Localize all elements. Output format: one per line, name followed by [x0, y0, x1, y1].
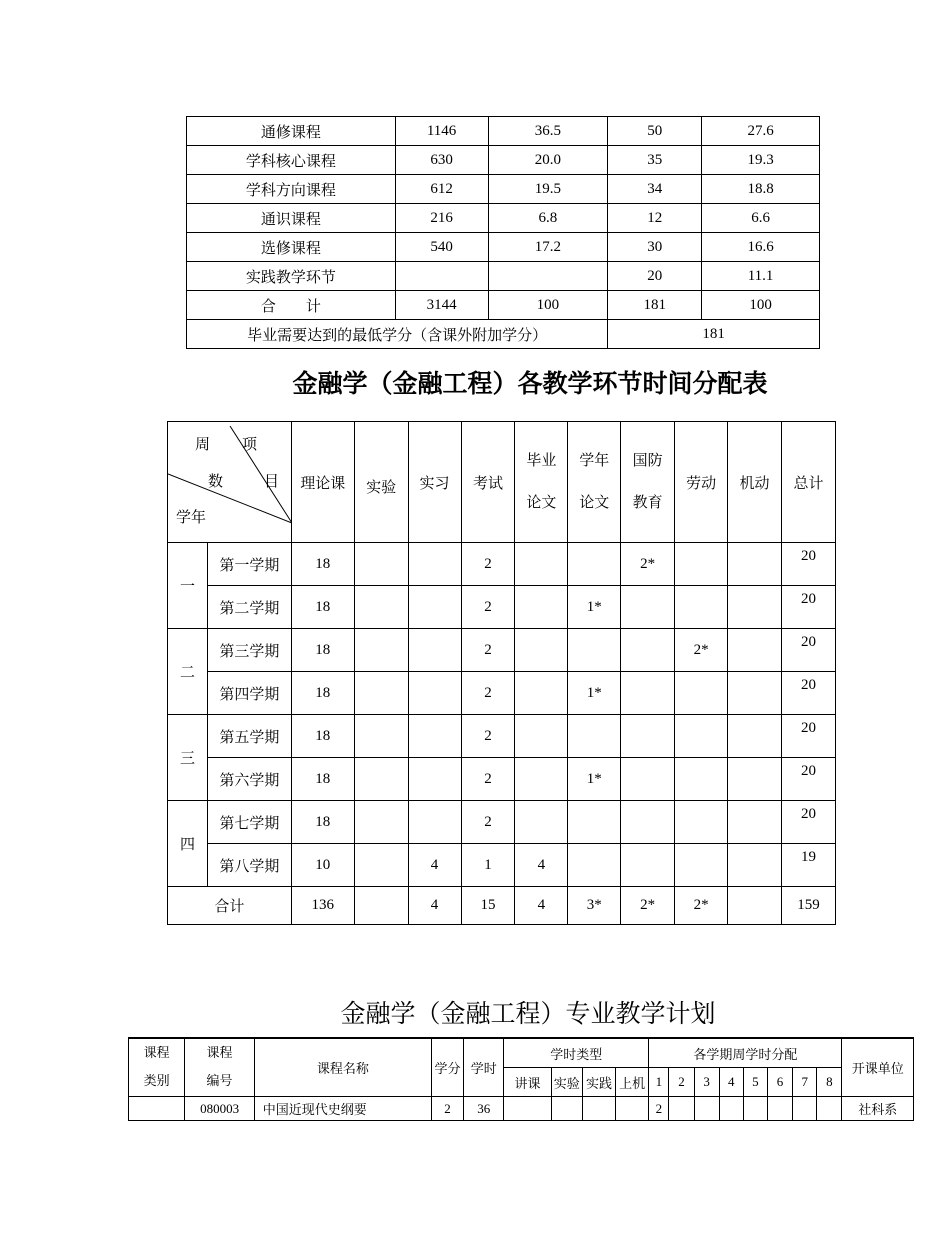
labor-cell	[675, 801, 728, 844]
defense-cell	[621, 844, 675, 887]
schedule-title: 金融学（金融工程）各教学环节时间分配表	[292, 369, 768, 398]
yearpaper-cell	[568, 844, 621, 887]
theory-cell: 18	[291, 801, 354, 844]
theory-cell: 18	[291, 758, 354, 801]
total-cell: 20	[781, 543, 835, 586]
credits-cell: 12	[608, 204, 702, 233]
semester-s2-cell	[669, 1097, 694, 1121]
total-cell: 20	[781, 672, 835, 715]
min-credits-row	[187, 320, 820, 349]
header-thesis-a: 毕业	[526, 453, 557, 469]
plan-header-code	[185, 1038, 254, 1097]
header-yearpaper	[568, 422, 621, 543]
flex-cell	[728, 586, 782, 629]
thesis-cell	[515, 801, 568, 844]
diag-label-xiang: 项	[242, 437, 258, 453]
credits-cell: 35	[608, 146, 702, 175]
exam-cell: 2	[461, 715, 515, 758]
lab-cell	[354, 715, 408, 758]
sum-labor-cell: 2*	[675, 887, 728, 925]
term-cell: 第四学期	[207, 672, 291, 715]
lab-cell	[354, 672, 408, 715]
course-category-cell: 合 计	[187, 291, 396, 320]
diag-label-mu: 目	[264, 474, 280, 490]
defense-cell	[621, 629, 675, 672]
total-cell: 20	[781, 629, 835, 672]
theory-cell: 18	[291, 715, 354, 758]
thesis-cell	[515, 629, 568, 672]
thesis-cell: 4	[515, 844, 568, 887]
school-year-cell: 三	[168, 715, 208, 801]
min-credits-value: 181	[608, 320, 820, 349]
credits-cell: 50	[608, 117, 702, 146]
yearpaper-cell: 1*	[568, 586, 621, 629]
plan-header-code-b: 编号	[206, 1073, 233, 1089]
flex-cell	[728, 801, 782, 844]
hours-percent-cell: 100	[488, 291, 608, 320]
sum-total-cell: 159	[781, 887, 835, 925]
yearpaper-cell: 1*	[568, 758, 621, 801]
lab-cell	[354, 844, 408, 887]
flex-cell	[728, 715, 782, 758]
credits-cell: 30	[608, 233, 702, 262]
sum-exam-cell: 15	[461, 887, 515, 925]
labor-cell	[675, 715, 728, 758]
credits-percent-cell: 100	[702, 291, 820, 320]
sum-row	[168, 887, 836, 925]
labor-cell	[675, 844, 728, 887]
credits-cell: 20	[608, 262, 702, 291]
thesis-cell	[515, 715, 568, 758]
min-credits-label: 毕业需要达到的最低学分（含课外附加学分）	[187, 320, 608, 349]
dept-cell: 社科系	[842, 1097, 914, 1121]
header-defense-b: 教育	[632, 495, 663, 511]
course-category-cell: 通识课程	[187, 204, 396, 233]
intern-cell	[408, 801, 461, 844]
header-total: 总计	[781, 422, 835, 543]
header-defense-a: 国防	[632, 453, 663, 469]
exam-cell: 1	[461, 844, 515, 887]
table-row	[168, 801, 836, 844]
thesis-cell	[515, 543, 568, 586]
diag-label-shu: 数	[208, 474, 224, 490]
hours-cell: 612	[395, 175, 488, 204]
total-cell: 20	[781, 715, 835, 758]
intern-cell	[408, 586, 461, 629]
hours-percent-cell: 20.0	[488, 146, 608, 175]
course-name-cell: 中国近现代史纲要	[254, 1097, 431, 1121]
table-row	[168, 543, 836, 586]
semester-s3-cell	[694, 1097, 719, 1121]
teaching-plan-table	[128, 1037, 914, 1121]
theory-cell: 18	[291, 672, 354, 715]
term-cell: 第五学期	[207, 715, 291, 758]
table-row	[168, 844, 836, 887]
sum-theory-cell: 136	[291, 887, 354, 925]
labor-cell	[675, 672, 728, 715]
diagonal-header-cell	[168, 422, 292, 543]
credits-percent-cell: 19.3	[702, 146, 820, 175]
diag-label-zhou: 周	[195, 437, 211, 453]
exam-cell: 2	[461, 758, 515, 801]
defense-cell	[621, 586, 675, 629]
teaching-schedule-table	[167, 421, 836, 925]
school-year-cell: 二	[168, 629, 208, 715]
yearpaper-cell	[568, 715, 621, 758]
intern-cell	[408, 672, 461, 715]
plan-header-s5: 5	[743, 1068, 767, 1097]
table-row	[187, 204, 820, 233]
flex-cell	[728, 629, 782, 672]
plan-header-category-b: 类别	[143, 1073, 170, 1089]
hours-cell: 1146	[395, 117, 488, 146]
table-row	[187, 175, 820, 204]
flex-cell	[728, 844, 782, 887]
table-row	[168, 758, 836, 801]
flex-cell	[728, 672, 782, 715]
plan-header-s4: 4	[719, 1068, 743, 1097]
thesis-cell	[515, 672, 568, 715]
term-cell: 第二学期	[207, 586, 291, 629]
intern-cell	[408, 715, 461, 758]
yearpaper-cell	[568, 543, 621, 586]
plan-header-s6: 6	[767, 1068, 792, 1097]
plan-header-name: 课程名称	[254, 1038, 431, 1097]
intern-cell	[408, 543, 461, 586]
semester-s5-cell	[743, 1097, 767, 1121]
plan-header-s1: 1	[649, 1068, 669, 1097]
table-row	[168, 629, 836, 672]
hours-cell: 216	[395, 204, 488, 233]
plan-header-s3: 3	[694, 1068, 719, 1097]
credits-cell: 34	[608, 175, 702, 204]
table-row	[168, 586, 836, 629]
course-code-cell: 080003	[185, 1097, 254, 1121]
total-cell: 20	[781, 801, 835, 844]
credit-distribution-table	[186, 116, 820, 349]
credits-percent-cell: 6.6	[702, 204, 820, 233]
semester-s8-cell	[817, 1097, 842, 1121]
header-yearpaper-a: 学年	[579, 453, 610, 469]
plan-title: 金融学（金融工程）专业教学计划	[340, 999, 716, 1028]
total-cell: 19	[781, 844, 835, 887]
plan-header-s8: 8	[817, 1068, 842, 1097]
semester-s1-cell: 2	[649, 1097, 669, 1121]
plan-header-code-a: 课程	[206, 1045, 233, 1061]
theory-cell: 18	[291, 629, 354, 672]
table-row	[187, 262, 820, 291]
term-cell: 第三学期	[207, 629, 291, 672]
labor-cell: 2*	[675, 629, 728, 672]
defense-cell	[621, 672, 675, 715]
intern-cell: 4	[408, 844, 461, 887]
hours-percent-cell: 19.5	[488, 175, 608, 204]
header-theory: 理论课	[291, 422, 354, 543]
intern-cell	[408, 629, 461, 672]
theory-cell: 18	[291, 586, 354, 629]
term-cell: 第一学期	[207, 543, 291, 586]
table-row	[187, 291, 820, 320]
plan-header-lecture: 讲课	[504, 1068, 551, 1097]
labor-cell	[675, 543, 728, 586]
plan-header-credit: 学分	[431, 1038, 463, 1097]
credits-percent-cell: 11.1	[702, 262, 820, 291]
diag-label-xuenian: 学年	[176, 510, 207, 526]
plan-header-semester-dist: 各学期周学时分配	[649, 1038, 842, 1068]
hours-percent-cell	[488, 262, 608, 291]
lab-cell	[354, 586, 408, 629]
defense-cell	[621, 715, 675, 758]
course-category-cell: 学科核心课程	[187, 146, 396, 175]
header-lab: 实验	[354, 422, 408, 543]
exam-cell: 2	[461, 543, 515, 586]
defense-cell: 2*	[621, 543, 675, 586]
header-exam: 考试	[461, 422, 515, 543]
header-flex: 机动	[728, 422, 782, 543]
labor-cell	[675, 758, 728, 801]
flex-cell	[728, 543, 782, 586]
plan-header-dept: 开课单位	[842, 1038, 914, 1097]
thesis-cell	[515, 758, 568, 801]
credits-cell: 181	[608, 291, 702, 320]
sum-thesis-cell: 4	[515, 887, 568, 925]
lab-cell	[551, 1097, 582, 1121]
header-yearpaper-b: 论文	[579, 495, 610, 511]
exam-cell: 2	[461, 586, 515, 629]
table-row	[187, 146, 820, 175]
course-category-cell: 实践教学环节	[187, 262, 396, 291]
sum-label-cell: 合计	[168, 887, 292, 925]
labor-cell	[675, 586, 728, 629]
sum-yearpaper-cell: 3*	[568, 887, 621, 925]
header-thesis-b: 论文	[526, 495, 557, 511]
hours-percent-cell: 17.2	[488, 233, 608, 262]
plan-header-hour-type: 学时类型	[504, 1038, 649, 1068]
school-year-cell: 一	[168, 543, 208, 629]
exam-cell: 2	[461, 801, 515, 844]
semester-s6-cell	[767, 1097, 792, 1121]
defense-cell	[621, 801, 675, 844]
header-defense	[621, 422, 675, 543]
thesis-cell	[515, 586, 568, 629]
lab-cell	[354, 629, 408, 672]
flex-cell	[728, 758, 782, 801]
lab-cell	[354, 801, 408, 844]
hours-percent-cell: 6.8	[488, 204, 608, 233]
table-row	[168, 715, 836, 758]
hours-cell: 540	[395, 233, 488, 262]
table-row	[187, 117, 820, 146]
course-category-cell: 通修课程	[187, 117, 396, 146]
plan-header-category	[129, 1038, 185, 1097]
header-labor: 劳动	[675, 422, 728, 543]
credits-percent-cell: 27.6	[702, 117, 820, 146]
hours-cell: 630	[395, 146, 488, 175]
plan-header-s7: 7	[793, 1068, 817, 1097]
theory-cell: 10	[291, 844, 354, 887]
yearpaper-cell	[568, 801, 621, 844]
plan-header-hours: 学时	[464, 1038, 504, 1097]
plan-header-computer: 上机	[616, 1068, 649, 1097]
category-cell	[129, 1097, 185, 1121]
intern-cell	[408, 758, 461, 801]
total-cell: 20	[781, 758, 835, 801]
credits-percent-cell: 18.8	[702, 175, 820, 204]
hours-percent-cell: 36.5	[488, 117, 608, 146]
term-cell: 第八学期	[207, 844, 291, 887]
table-row	[187, 233, 820, 262]
semester-s4-cell	[719, 1097, 743, 1121]
term-cell: 第六学期	[207, 758, 291, 801]
sum-lab-cell	[354, 887, 408, 925]
plan-header-category-a: 课程	[143, 1045, 170, 1061]
table-row	[168, 672, 836, 715]
lab-cell	[354, 543, 408, 586]
header-thesis	[515, 422, 568, 543]
yearpaper-cell: 1*	[568, 672, 621, 715]
exam-cell: 2	[461, 672, 515, 715]
lab-cell	[354, 758, 408, 801]
hours-cell: 36	[464, 1097, 504, 1121]
computer-cell	[616, 1097, 649, 1121]
table-row	[129, 1097, 914, 1121]
sum-flex-cell	[728, 887, 782, 925]
plan-header-practice: 实践	[582, 1068, 615, 1097]
course-category-cell: 选修课程	[187, 233, 396, 262]
course-category-cell: 学科方向课程	[187, 175, 396, 204]
defense-cell	[621, 758, 675, 801]
theory-cell: 18	[291, 543, 354, 586]
exam-cell: 2	[461, 629, 515, 672]
credit-cell: 2	[431, 1097, 463, 1121]
header-intern: 实习	[408, 422, 461, 543]
plan-header-s2: 2	[669, 1068, 694, 1097]
semester-s7-cell	[793, 1097, 817, 1121]
practice-cell	[582, 1097, 615, 1121]
credits-percent-cell: 16.6	[702, 233, 820, 262]
yearpaper-cell	[568, 629, 621, 672]
sum-defense-cell: 2*	[621, 887, 675, 925]
plan-header-lab: 实验	[551, 1068, 582, 1097]
hours-cell: 3144	[395, 291, 488, 320]
lecture-cell	[504, 1097, 551, 1121]
total-cell: 20	[781, 586, 835, 629]
school-year-cell: 四	[168, 801, 208, 887]
sum-intern-cell: 4	[408, 887, 461, 925]
hours-cell	[395, 262, 488, 291]
term-cell: 第七学期	[207, 801, 291, 844]
